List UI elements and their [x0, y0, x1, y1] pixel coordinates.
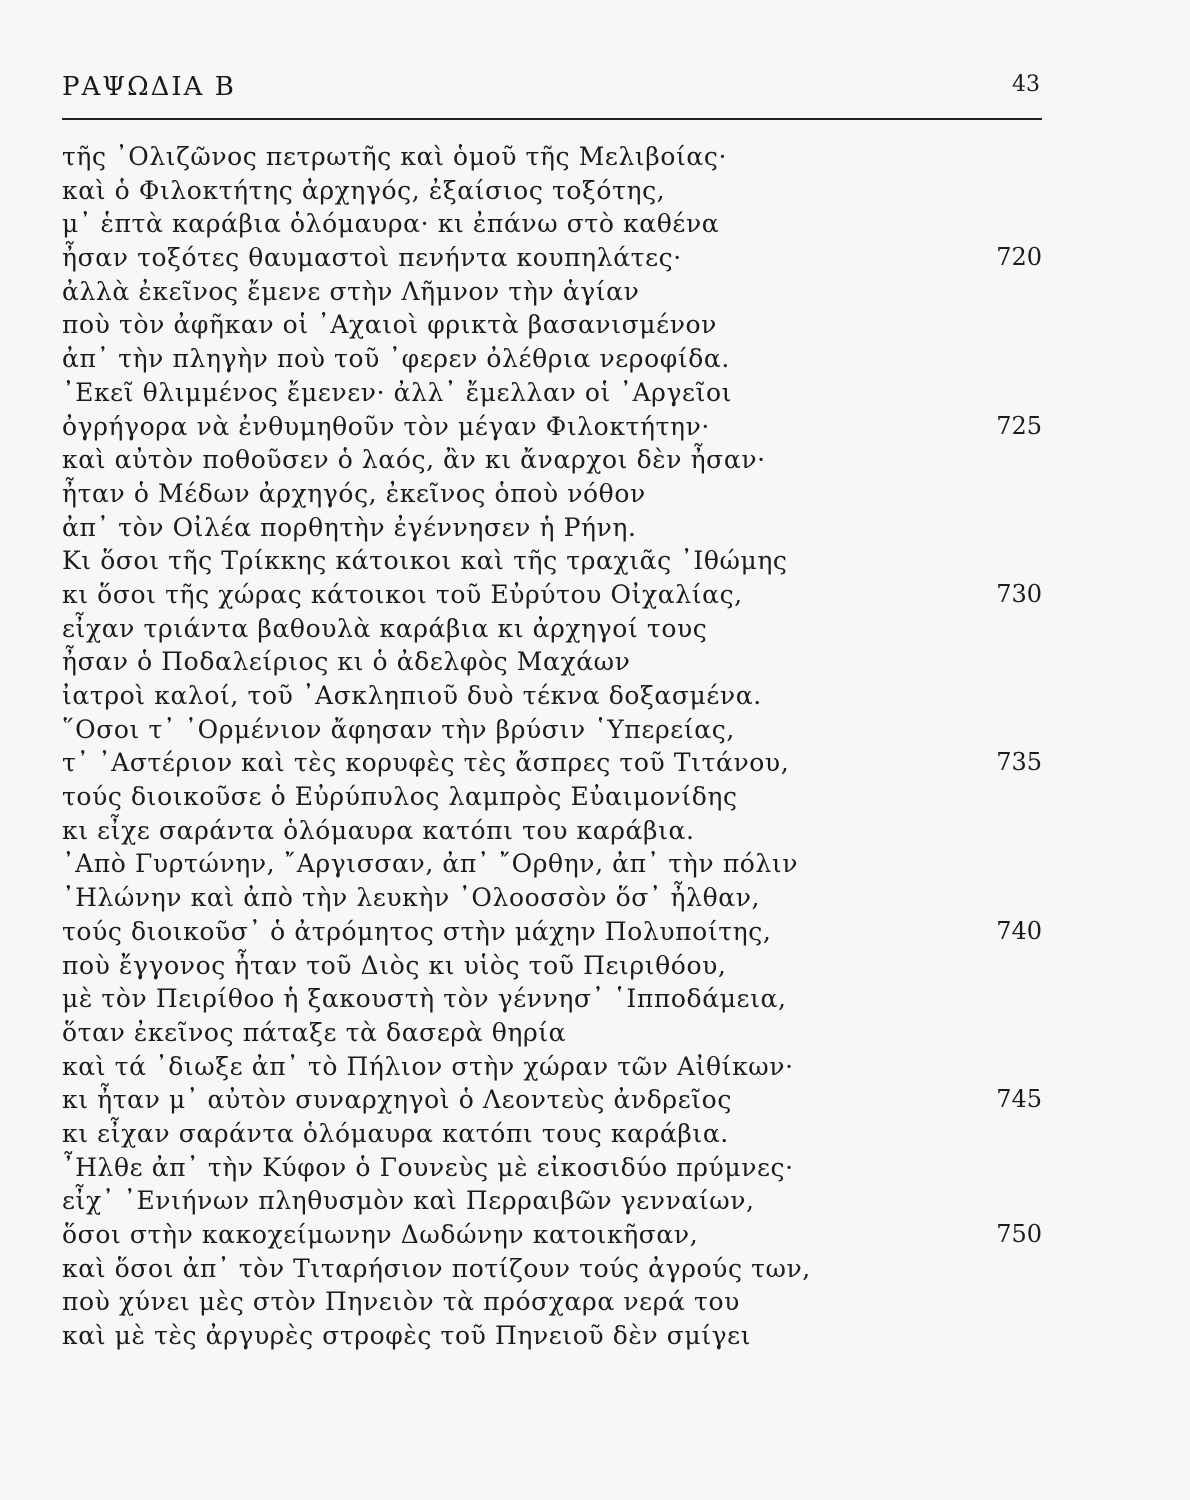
verse-text: τῆς ᾿Ολιζῶνος πετρωτῆς καὶ ὁμοῦ τῆς Μελιβοίας· — [62, 142, 728, 171]
verse-text: ποὺ ἔγγονος ἦταν τοῦ Διὸς κι υἱὸς τοῦ Πειριθόου, — [62, 950, 727, 980]
verse-line — [62, 713, 1042, 747]
verse-line — [62, 746, 1042, 780]
verse-line — [62, 881, 1042, 915]
verse-text: ποὺ χύνει μὲς στὸν Πηνειὸν τὰ πρόσχαρα νερά του — [62, 1287, 740, 1317]
verse-list — [62, 140, 1042, 1353]
verse-line — [62, 410, 1042, 444]
verse-text: μὲ τὸν Πειρίθοο ἡ ξακουστὴ τὸν γέννησ᾿ ῾Ιπποδάμεια, — [62, 984, 787, 1014]
verse-line — [62, 174, 1042, 208]
verse-line — [62, 780, 1042, 814]
verse-line — [62, 949, 1042, 983]
verse-text: ῞Οσοι τ᾿ ᾿Ορμένιον ἄφησαν τὴν βρύσιν ῾Υπερείας, — [62, 714, 735, 744]
verse-line — [62, 915, 1042, 949]
verse-text: εἶχ᾿ ᾿Ενιήνων πληθυσμὸν καὶ Περραιβῶν γενναίων, — [62, 1186, 755, 1216]
verse-text: ἦσαν ὁ Ποδαλείριος κι ὁ ἀδελφὸς Μαχάων — [62, 647, 631, 677]
running-title: ΡΑΨΩΔΙΑ Β — [62, 72, 236, 102]
verse-text: τ᾿ ᾿Αστέριον καὶ τὲς κορυφὲς τὲς ἄσπρες τοῦ Τιτάνου, — [62, 748, 790, 778]
verse-line — [62, 645, 1042, 679]
verse-line — [62, 679, 1042, 713]
verse-line — [62, 612, 1042, 646]
verse-line — [62, 376, 1042, 410]
verse-line — [62, 275, 1042, 309]
verse-number: 725 — [996, 411, 1042, 440]
verse-text: ὀγρήγορα νὰ ἐνθυμηθοῦν τὸν μέγαν Φιλοκτήτην· — [62, 411, 710, 441]
verse-text: κι εἶχαν σαράντα ὁλόμαυρα κατόπι τους καράβια. — [62, 1118, 729, 1148]
verse-text: ὅσοι στὴν κακοχείμωνην Δωδώνην κατοικῆσαν, — [62, 1220, 699, 1249]
verse-text: καὶ αὐτὸν ποθοῦσεν ὁ λαός, ἂν κι ἄναρχοι δὲν ἦσαν· — [62, 445, 766, 475]
verse-text: τούς διοικοῦσ᾿ ὁ ἀτρόμητος στὴν μάχην Πολυποίτης, — [62, 916, 772, 946]
verse-line — [62, 342, 1042, 376]
verse-line — [62, 814, 1042, 848]
verse-line — [62, 241, 1042, 275]
verse-text: κι εἶχε σαράντα ὁλόμαυρα κατόπι του καράβια. — [62, 815, 695, 845]
page-number: 43 — [1012, 72, 1040, 97]
verse-text: κι ἦταν μ᾿ αὐτὸν συναρχηγοὶ ὁ Λεοντεὺς ἀνδρεῖος — [62, 1085, 732, 1115]
verse-text: καὶ ὅσοι ἀπ᾿ τὸν Τιταρήσιον ποτίζουν τούς ἀγρούς των, — [62, 1253, 811, 1283]
verse-text: ἦταν ὁ Μέδων ἀρχηγός, ἐκεῖνος ὁποὺ νόθον — [62, 478, 646, 508]
verse-text: μ᾿ ἑπτὰ καράβια ὁλόμαυρα· κι ἐπάνω στὸ καθένα — [62, 209, 720, 239]
verse-line — [62, 1184, 1042, 1218]
verse-text: ὅταν ἐκεῖνος πάταξε τὰ δασερὰ θηρία — [62, 1017, 567, 1047]
verse-line — [62, 1117, 1042, 1151]
verse-line — [62, 308, 1042, 342]
verse-number: 720 — [996, 243, 1042, 272]
verse-text: ἀπ᾿ τὸν Οἰλέα πορθητὴν ἐγέννησεν ἡ Ρήνη. — [62, 512, 637, 542]
verse-line — [62, 1252, 1042, 1286]
verse-line — [62, 847, 1042, 881]
verse-text: καὶ τά ᾿διωξε ἀπ᾿ τὸ Πήλιον στὴν χώραν τῶν Αἰθίκων· — [62, 1051, 794, 1081]
verse-text: ᾿Εκεῖ θλιμμένος ἔμενεν· ἀλλ᾿ ἔμελλαν οἱ ᾿Αργεῖοι — [62, 377, 733, 407]
verse-text: ἀλλὰ ἐκεῖνος ἔμενε στὴν Λῆμνον τὴν ἁγίαν — [62, 276, 640, 306]
verse-line — [62, 1050, 1042, 1084]
verse-number: 745 — [996, 1085, 1042, 1114]
verse-line — [62, 140, 1042, 174]
verse-line — [62, 1285, 1042, 1319]
verse-text: ἦσαν τοξότες θαυμαστοὶ πενήντα κουπηλάτες· — [62, 243, 682, 273]
verse-text: καὶ ὁ Φιλοκτήτης ἀρχηγός, ἐξαίσιος τοξότης, — [62, 175, 666, 205]
verse-number: 730 — [996, 579, 1042, 608]
verse-text: ᾿Ηλώνην καὶ ἀπὸ τὴν λευκὴν ᾿Ολοοσσὸν ὅσ᾿ ἦλθαν, — [62, 883, 761, 913]
page-header — [62, 72, 1042, 112]
verse-text: ποὺ τὸν ἀφῆκαν οἱ ᾿Αχαιοὶ φρικτὰ βασανισμένον — [62, 310, 717, 340]
verse-text: ῏Ηλθε ἀπ᾿ τὴν Κύφον ὁ Γουνεὺς μὲ εἰκοσιδύο πρύμνες· — [62, 1152, 794, 1182]
verse-line — [62, 1218, 1042, 1252]
verse-text: καὶ μὲ τὲς ἀργυρὲς στροφὲς τοῦ Πηνειοῦ δὲν σμίγει — [62, 1321, 752, 1351]
verse-line — [62, 1151, 1042, 1185]
verse-line — [62, 1083, 1042, 1117]
verse-text: κι ὅσοι τῆς χώρας κάτοικοι τοῦ Εὐρύτου Οἰχαλίας, — [62, 579, 743, 609]
verse-line — [62, 511, 1042, 545]
verse-line — [62, 1016, 1042, 1050]
verse-text: ᾿Απὸ Γυρτώνην, ῎Αργισσαν, ἀπ᾿ ῎Ορθην, ἀπ᾿ τὴν πόλιν — [62, 849, 799, 879]
verse-number: 740 — [996, 916, 1042, 945]
verse-line — [62, 443, 1042, 477]
verse-line — [62, 544, 1042, 578]
verse-text: εἶχαν τριάντα βαθουλὰ καράβια κι ἀρχηγοί τους — [62, 613, 708, 643]
verse-text: τούς διοικοῦσε ὁ Εὐρύπυλος λαμπρὸς Εὐαιμονίδης — [62, 782, 738, 812]
verse-number: 735 — [996, 748, 1042, 777]
verse-text: ἰατροὶ καλοί, τοῦ ᾿Ασκληπιοῦ δυὸ τέκνα δοξασμένα. — [62, 681, 762, 710]
verse-line — [62, 982, 1042, 1016]
verse-line — [62, 578, 1042, 612]
verse-line — [62, 1319, 1042, 1353]
verse-line — [62, 207, 1042, 241]
header-rule — [62, 118, 1042, 120]
verse-text: Κι ὅσοι τῆς Τρίκκης κάτοικοι καὶ τῆς τραχιᾶς ᾿Ιθώμης — [62, 546, 788, 576]
verse-number: 750 — [996, 1220, 1042, 1248]
verse-text: ἀπ᾿ τὴν πληγὴν ποὺ τοῦ ᾿φερεν ὀλέθρια νεροφίδα. — [62, 344, 730, 374]
verse-line — [62, 477, 1042, 511]
